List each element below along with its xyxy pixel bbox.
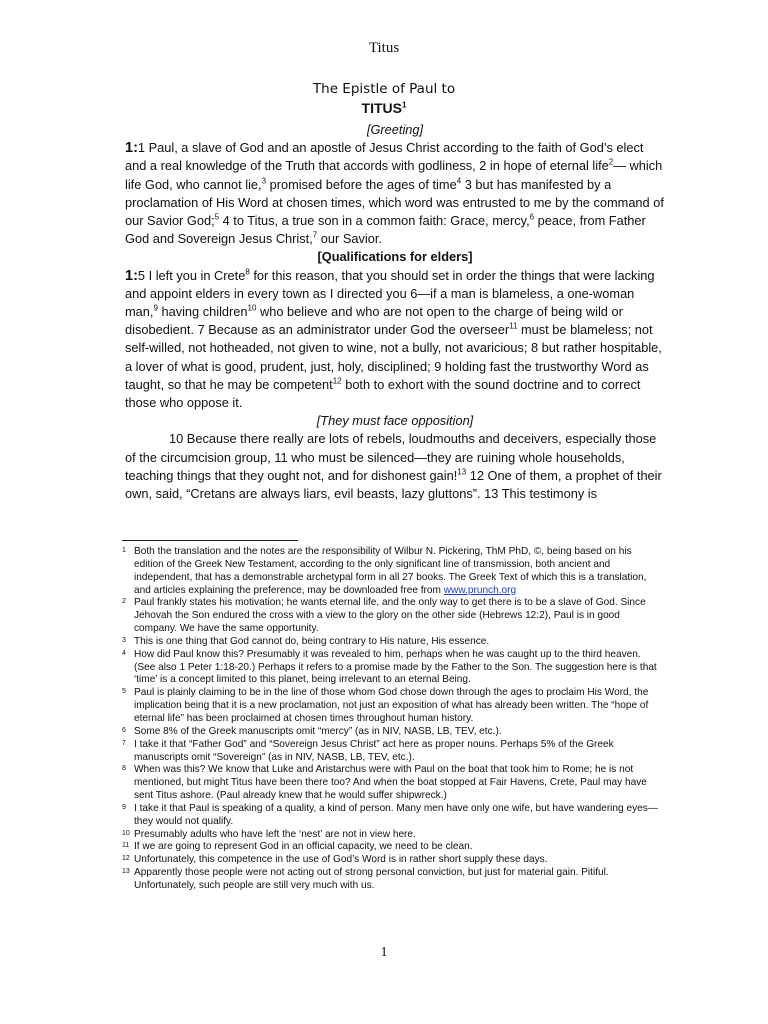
footnote-ref-2[interactable]: 2 [608, 158, 614, 168]
footnote-number: 9 [122, 803, 126, 811]
verse-text: 3 but has manifested by a proclamation of His Word at chosen times, which word was entrusted to me by the command of our Savior God; [125, 176, 664, 229]
footnote-number: 4 [122, 649, 126, 657]
footnote-number: 11 [122, 842, 130, 850]
verse-ref: 1: [125, 140, 138, 157]
running-head: Titus [368, 40, 400, 56]
footnote-3 [122, 636, 662, 649]
verse-text: 5 I left you in Crete [137, 267, 246, 283]
footnote-text: I take it that Paul is speaking of a quality, a kind of person. Many men have only one wife, but have wandering eyes—they would not qualify. [134, 802, 658, 827]
paragraph-opposition [125, 430, 665, 503]
footnote-number: 6 [122, 726, 126, 734]
footnote-13 [122, 867, 662, 893]
verse-text: 12 One of them, a prophet of their own, said, “Cretans are always liars, evil beasts, lazy gluttons”. 13 This testimony is [125, 467, 662, 502]
footnote-11 [122, 841, 662, 854]
footnote-text: Paul is plainly claiming to be in the line of those whom God chose down through the ages to proclaim His Word, the implication being that it is a new proclamation, not just an exposition of what has already been written. The “hope of eternal life” has been proclaimed at chosen times throughout human history. [134, 687, 649, 724]
footnote-text: Apparently those people were not acting out of strong personal conviction, but just for material gain. Pitiful. Unfortunately, such people are still very much with us. [134, 867, 609, 891]
footnote-ref-8[interactable]: 8 [245, 267, 250, 277]
epistle-title-text: The Epistle of Paul to [312, 81, 456, 97]
footnote-ref-11[interactable]: 11 [509, 321, 518, 331]
verse-ref: 1: [125, 267, 138, 284]
body-text [125, 121, 665, 503]
epistle-title [0, 81, 768, 97]
footnote-ref-5[interactable]: 5 [214, 212, 220, 222]
verse-text: promised before the ages of time [266, 176, 457, 192]
verse-text: 4 to Titus, a true son in a common faith: Grace, mercy, [219, 213, 530, 229]
book-name: TITUS [361, 100, 402, 116]
footnote-ref-6[interactable]: 6 [529, 212, 535, 222]
footnote-number: 1 [122, 547, 126, 554]
footnote-4 [122, 649, 662, 688]
verse-text: having children [157, 304, 248, 320]
paragraph-elders [125, 267, 665, 413]
verse-text: peace, from Father God and Sovereign Jesus Christ, [125, 213, 646, 247]
footnote-number: 10 [122, 829, 130, 837]
footnote-number: 7 [122, 739, 126, 747]
footnote-text: This is one thing that God cannot do, being contrary to His nature, His essence. [134, 635, 490, 647]
verse-text: — which life God, who cannot lie, [125, 158, 663, 192]
footnote-number: 12 [122, 855, 130, 863]
verse-text: both to exhort with the sound doctrine and to correct those who oppose it. [125, 376, 641, 411]
verse-text: for this reason, that you should set in order the things that were lacking and appoint elders in every town as I directed you 6—if a man is blameless, a one-woman man, [125, 267, 655, 320]
footnote-ref-9[interactable]: 9 [153, 303, 158, 313]
footnote-number: 5 [122, 688, 126, 696]
footnote-text: How did Paul know this? Presumably it was revealed to him, perhaps when he was caught up to the third heaven. (See also 1 Peter 1:18-20.) Perhaps it refers to a promise made by the Father to the Son. The suggestion here is that ‘time’ is a concept limited to this planet, being irrelevant to an eternal Being. [134, 648, 657, 686]
footnote-text: When was this? We know that Luke and Aristarchus were with Paul on the boat that took him to Rome; he is not mentioned, but might Titus have been there too? And when the boat stopped at Fair Havens, Crete, Paul may have sent Titus ashore. (Paul already knew that he would suffer shipwreck.) [134, 764, 647, 802]
footnote-6 [122, 726, 662, 739]
paragraph-greeting [125, 139, 665, 248]
footnote-5 [122, 687, 662, 726]
footnote-ref-3[interactable]: 3 [261, 176, 267, 186]
section-heading-elders: [Qualifications for elders] [317, 249, 473, 265]
footnote-text: Unfortunately, this competence in the use of God’s Word is in rather short supply these days. [134, 854, 548, 866]
page-number: 1 [380, 945, 388, 960]
footnote-2 [122, 597, 662, 636]
footnote-ref-12[interactable]: 12 [332, 376, 342, 386]
footnote-text: If we are going to represent God in an official capacity, we need to be clean. [134, 841, 473, 853]
footnote-10 [122, 829, 662, 842]
footnote-text: Both the translation and the notes are the responsibility of Wilbur N. Pickering, ThM PhD, ©, being based on his edition of the Greek New Testament, according to the only significant line of transmission, both ancient and independent, that has a demonstrable archetypal form in all 27 books. The Greek Text of which this is a translation, and articles explaining the preference, may be downloaded free from [134, 546, 647, 596]
verse-text: 1 Paul, a slave of God and an apostle of Jesus Christ according to the faith of God’s elect and a real knowledge of the Truth that accords with godliness, 2 in hope of eternal life [125, 140, 644, 174]
footnote-9 [122, 803, 662, 829]
section-heading-opposition: [They must face opposition] [316, 413, 474, 429]
verse-text: our Savior. [317, 231, 382, 247]
footnote-number: 8 [122, 765, 126, 773]
footnote-ref-1[interactable]: 1 [402, 100, 407, 110]
footnote-ref-4[interactable]: 4 [456, 176, 462, 186]
footnote-number: 3 [122, 636, 126, 644]
footnote-ref-10[interactable]: 10 [247, 303, 257, 313]
footnote-separator [122, 540, 298, 541]
footnote-8 [122, 764, 662, 803]
footnote-text: I take it that “Father God” and “Sovereign Jesus Christ” act here as proper nouns. Perhaps 5% of the Greek manuscripts omit “Sovereign” (as in NIV, NASB, LB, TEV, etc.). [134, 738, 614, 763]
website-link[interactable]: www.prunch.org [443, 584, 517, 596]
footnote-number: 13 [122, 868, 130, 876]
footnotes [122, 546, 662, 893]
footnote-text: Presumably adults who have left the ‘nest’ are not in view here. [134, 828, 416, 840]
verse-text: 10 Because there really are lots of rebels, loudmouths and deceivers, especially those of the circumcision group, 11 who must be silenced—they are ruining whole households, teaching things that they ought not, and for dishonest gain! [125, 431, 657, 483]
footnote-text: Some 8% of the Greek manuscripts omit “mercy” (as in NIV, NASB, LB, TEV, etc.). [134, 725, 502, 737]
footnote-12 [122, 854, 662, 867]
footnote-ref-13[interactable]: 13 [457, 467, 467, 477]
footnote-text: Paul frankly states his motivation; he wants eternal life, and the only way to get there is to be a slave of God. Since Jehovah the Son endured the cross with a view to the glory on the other side (Hebrews 12:2), Paul is in good company. We have the same opportunity. [134, 597, 646, 635]
book-heading [0, 100, 768, 116]
footnote-1 [122, 546, 662, 597]
footnote-7 [122, 739, 662, 765]
footnote-number: 2 [122, 598, 126, 606]
verse-text: who believe and who are not open to the charge of being wild or disobedient. 7 Because as an administrator under God the overseer [125, 304, 623, 338]
section-heading-greeting: [Greeting] [366, 122, 424, 137]
footnote-ref-7[interactable]: 7 [312, 230, 318, 240]
verse-text: must be blameless; not self-willed, not hotheaded, not given to wine, not a bully, not avaricious; 8 but rather hospitable, a lover of what is good, prudent, just, holy, disciplined; 9 holding fast the trustworthy Word as taught, so that he may be competent [125, 322, 662, 392]
